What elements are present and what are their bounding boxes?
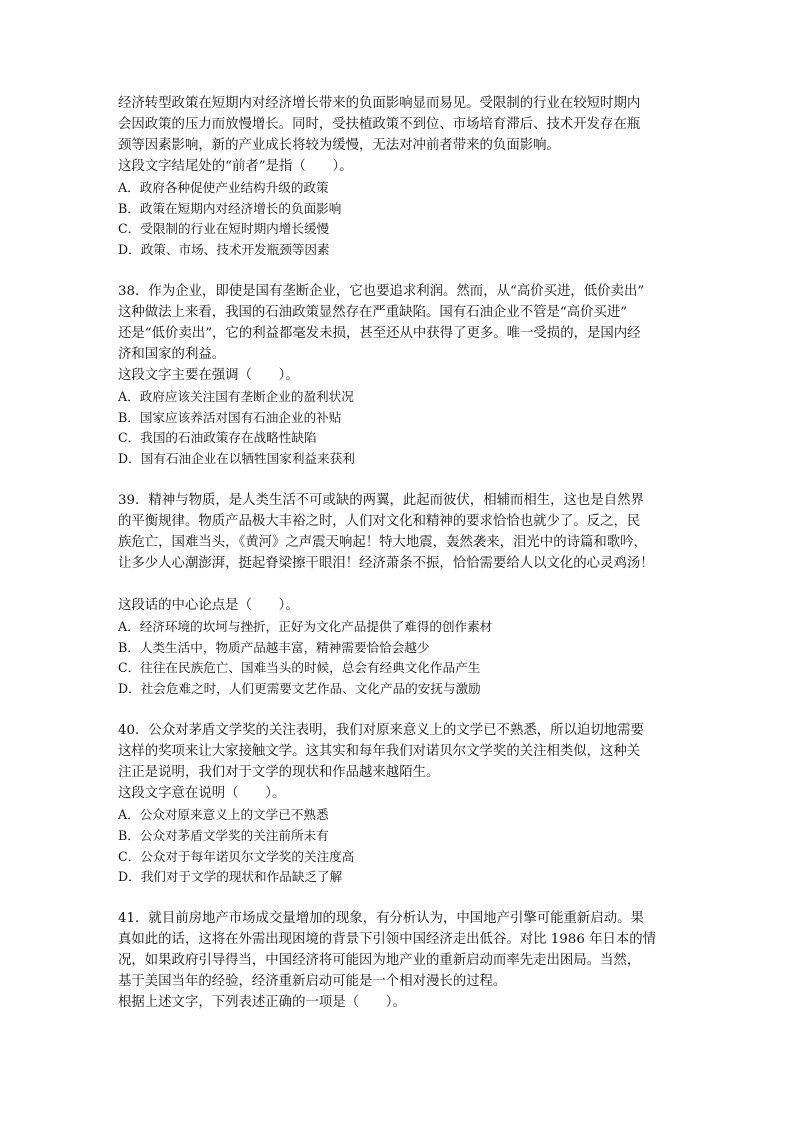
spacer <box>118 575 688 596</box>
option-d: D．政策、市场、技术开发瓶颈等因素 <box>118 242 330 258</box>
option-b: B．公众对茅盾文学奖的关注前所未有 <box>118 827 329 843</box>
stem-line: 族危亡，国难当头，《黄河》之声震天响起！特大地震，轰然袭来，泪光中的诗篇和歌吟， <box>118 535 647 550</box>
stem-line: 会因政策的压力而放慢增长。同时，受扶植政策不到位、市场培育滞后、技术开发存在瓶 <box>118 116 641 132</box>
stem-line: 注正是说明，我们对于文学的现状和作品越来越陌生。 <box>118 764 440 780</box>
option-d: D．国有石油企业在以牺牲国家利益来获利 <box>118 451 355 467</box>
stem-line: 济和国家的利益。 <box>118 346 226 362</box>
stem-line: 让多少人心潮澎湃，挺起脊梁擦干眼泪！经济萧条不振，恰恰需要给人以文化的心灵鸡汤！ <box>118 555 654 571</box>
question-block <box>118 282 688 470</box>
option-a: A．政府各种促使产业结构升级的政策 <box>118 179 329 195</box>
question-block <box>118 909 688 1014</box>
stem-line: 38．作为企业，即使是国有垄断企业，它也要追求利润。然而，从“高价买进，低价卖出” <box>118 284 645 300</box>
question-block <box>118 721 688 888</box>
spacer <box>118 261 688 282</box>
option-d: D．我们对于文学的现状和作品缺乏了解 <box>118 869 343 885</box>
option-d: D．社会危难之时，人们更需要文艺作品、文化产品的安抚与激励 <box>118 681 481 697</box>
question-block <box>118 94 688 261</box>
stem-line: 经济转型政策在短期内对经济增长带来的负面影响显而易见。受限制的行业在较短时期内 <box>118 96 641 111</box>
stem-line: 这种做法上来看，我国的石油政策显然存在严重缺陷。国有石油企业不管是“高价买进” <box>118 305 628 321</box>
stem-line: 颈等因素影响，新的产业成长将较为缓慢，无法对冲前者带来的负面影响。 <box>118 137 560 153</box>
stem-line: 39．精神与物质，是人类生活不可或缺的两翼，此起而彼伏，相辅而相生，这也是自然界 <box>118 493 644 509</box>
option-b: B．人类生活中，物质产品越丰富，精神需要恰恰会越少 <box>118 639 430 655</box>
option-b: B．政策在短期内对经济增长的负面影响 <box>118 200 342 216</box>
stem-line: 基于美国当年的经验，经济重新启动可能是一个相对漫长的过程。 <box>118 973 507 989</box>
option-c: C．我国的石油政策存在战略性缺陷 <box>118 430 317 446</box>
option-a: A．公众对原来意义上的文学已不熟悉 <box>118 806 329 822</box>
question-prompt: 这段文字结尾处的“前者”是指（ ）。 <box>118 158 353 174</box>
stem-line: 这样的奖项来让大家接触文学。这其实和每年我们对诺贝尔文学奖的关注相类似，这种关 <box>118 744 641 760</box>
stem-line: 真如此的话，这将在外需出现困境的背景下引领中国经济走出低谷。对比 1986 年日本的情 <box>118 932 657 948</box>
option-c: C．公众对于每年诺贝尔文学奖的关注度高 <box>118 848 355 864</box>
spacer <box>118 888 688 909</box>
option-b: B．国家应该养活对国有石油企业的补贴 <box>118 409 342 425</box>
stem-line: 还是“低价卖出”，它的利益都毫发未损，甚至还从中获得了更多。唯一受损的，是国内经 <box>118 325 641 341</box>
option-a: A．政府应该关注国有垄断企业的盈利状况 <box>118 388 354 404</box>
spacer <box>118 700 688 721</box>
option-c: C．往往在民族危亡、国难当头的时候，总会有经典文化作品产生 <box>118 660 481 676</box>
stem-line: 40．公众对茅盾文学奖的关注表明，我们对原来意义上的文学已不熟悉，所以迫切地需要 <box>118 723 644 739</box>
stem-line: 况，如果政府引导得当，中国经济将可能因为地产业的重新启动而率先走出困局。当然， <box>118 953 641 969</box>
option-a: A．经济环境的坎坷与挫折，正好为文化产品提供了难得的创作素材 <box>118 618 493 634</box>
stem-line: 41．就目前房地产市场成交量增加的现象，有分析认为，中国地产引擎可能重新启动。果 <box>118 911 644 927</box>
spacer <box>118 470 688 491</box>
question-prompt: 这段文字主要在强调（ ）。 <box>118 367 299 383</box>
document-content <box>118 94 688 1014</box>
question-prompt: 这段文字意在说明（ ）。 <box>118 785 286 801</box>
question-block <box>118 491 688 700</box>
option-c: C．受限制的行业在短时期内增长缓慢 <box>118 221 330 237</box>
stem-line: 的平衡规律。物质产品极大丰裕之时，人们对文化和精神的要求恰恰也就少了。反之，民 <box>118 514 641 530</box>
question-prompt: 这段话的中心论点是（ ）。 <box>118 597 299 613</box>
question-prompt: 根据上述文字，下列表述正确的一项是（ ）。 <box>118 994 406 1010</box>
